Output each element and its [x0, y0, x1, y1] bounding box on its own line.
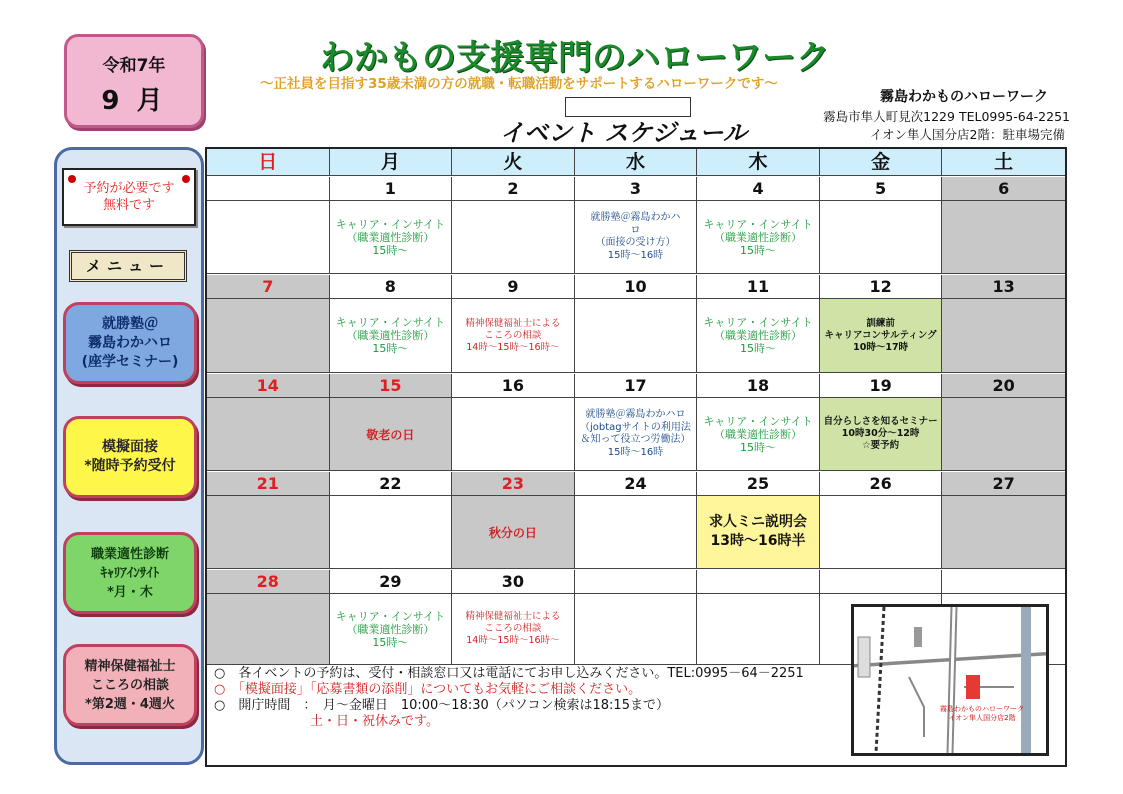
event-line: 10時～17時 — [853, 341, 909, 353]
event-line: キャリアコンサルティング — [824, 329, 937, 341]
day-number: 20 — [942, 374, 1065, 398]
day-number: 26 — [820, 472, 942, 496]
menu-item-line: ｷｬﾘｱｲﾝｻｲﾄ — [100, 565, 160, 581]
event-line: 14時～15時～16時～ — [466, 341, 560, 353]
event-line: 自分らしさを知るセミナー — [823, 416, 938, 427]
office-marker — [966, 675, 980, 699]
day-number: 2 — [452, 177, 574, 201]
week-row — [207, 177, 1065, 274]
day-cell[interactable] — [330, 374, 453, 470]
location-map[interactable] — [851, 604, 1049, 756]
event-line: ＆知って役立つ労働法） — [580, 434, 691, 445]
reservation-note — [62, 168, 196, 226]
day-cell[interactable] — [575, 570, 698, 664]
day-cell[interactable] — [942, 177, 1065, 273]
office-name: 霧島わかものハローワーク — [880, 89, 1048, 105]
info-line: ○ 各イベントの予約は、受付・相談窓口又は電話にてお申し込みください。TEL:0995－64－2251 — [214, 666, 804, 681]
week-row — [207, 472, 1065, 569]
event-line: 精神保健福祉士による — [465, 611, 561, 622]
menu-item-line: 霧島わかハロ — [88, 334, 172, 351]
day-cell[interactable] — [452, 275, 575, 372]
menu-item-line: 就勝塾＠ — [102, 315, 158, 332]
weekday-header — [207, 149, 1065, 176]
day-number: 3 — [575, 177, 697, 201]
day-cell[interactable] — [452, 570, 575, 664]
day-number — [697, 570, 819, 594]
event-line: 15時～ — [372, 635, 409, 649]
day-number: 19 — [820, 374, 942, 398]
day-cell[interactable] — [697, 374, 820, 470]
menu-item-aptitude[interactable] — [63, 532, 197, 614]
event-line: （面接の受け方） — [595, 237, 676, 248]
week-row — [207, 374, 1065, 471]
day-number — [207, 177, 329, 201]
event-line: 訓練前 — [866, 317, 895, 329]
day-number: 7 — [207, 275, 329, 299]
day-number: 1 — [330, 177, 452, 201]
info-notes — [214, 666, 854, 730]
event-career — [697, 299, 819, 372]
menu-label: メニュー — [69, 250, 187, 282]
day-number: 6 — [942, 177, 1065, 201]
event-kunren — [820, 299, 942, 372]
day-cell[interactable] — [820, 374, 943, 470]
event-line: （職業適性診断） — [346, 329, 435, 342]
event-line: （jobtagサイトの利用法 — [579, 421, 691, 433]
day-cell[interactable] — [942, 472, 1065, 568]
event-line: 求人ミニ説明会 — [709, 514, 808, 530]
map-graphic — [854, 607, 1046, 753]
menu-item-line: こころの相談 — [90, 677, 169, 693]
day-cell[interactable] — [207, 472, 330, 568]
weekday-thu: 木 — [697, 149, 820, 175]
event-line: キャリア・インサイト — [335, 316, 445, 329]
event-line: キャリア・インサイト — [703, 316, 813, 329]
sidebar — [54, 147, 204, 765]
event-kokoro — [452, 594, 574, 664]
day-number — [575, 570, 697, 594]
menu-item-shukatsu[interactable] — [63, 302, 197, 384]
menu-item-line: 職業適性診断 — [90, 546, 169, 562]
event-career — [330, 299, 452, 372]
event-kokoro — [452, 299, 574, 372]
event-line: 15時～16時 — [607, 446, 664, 458]
pin-icon — [182, 175, 190, 183]
office-location: イオン隼人国分店2階：駐車場完備 — [869, 127, 1065, 142]
day-cell[interactable] — [697, 570, 820, 664]
event-line: キャリア・インサイト — [335, 217, 445, 231]
holiday-label: 敬老の日 — [330, 398, 452, 470]
day-cell[interactable] — [207, 374, 330, 470]
day-number: 29 — [330, 570, 452, 594]
event-line: ☆要予約 — [862, 440, 900, 451]
event-line: 13時～16時半 — [710, 533, 806, 549]
event-line: キャリア・インサイト — [335, 609, 445, 623]
day-number: 27 — [942, 472, 1065, 496]
event-shukatsu — [575, 398, 697, 470]
event-line: 14時～15時～16時～ — [466, 635, 560, 646]
weekday-mon: 月 — [330, 149, 453, 175]
day-number: 16 — [452, 374, 574, 398]
day-number: 12 — [820, 275, 942, 299]
day-number: 17 — [575, 374, 697, 398]
day-cell[interactable] — [452, 374, 575, 470]
day-cell[interactable] — [942, 374, 1065, 470]
menu-item-line: *第2週・4週火 — [85, 696, 175, 712]
event-career — [330, 594, 452, 664]
note-line: 予約が必要です — [83, 181, 175, 196]
event-line: キャリア・インサイト — [703, 414, 813, 428]
day-cell[interactable] — [575, 472, 698, 568]
day-cell[interactable] — [575, 275, 698, 372]
month-badge — [64, 34, 204, 128]
day-cell[interactable] — [452, 472, 575, 568]
menu-item-line: *随時予約受付 — [84, 458, 176, 474]
day-number — [820, 570, 942, 594]
holiday-label: 秋分の日 — [452, 496, 574, 568]
day-number — [942, 570, 1065, 594]
event-line: 15時～ — [740, 342, 777, 355]
menu-item-mock-interview[interactable] — [63, 416, 197, 498]
event-line: （職業適性診断） — [714, 329, 803, 342]
day-cell[interactable] — [820, 275, 943, 372]
day-cell[interactable] — [207, 570, 330, 664]
day-number: 30 — [452, 570, 574, 594]
menu-item-line: (座学セミナー) — [81, 353, 179, 370]
menu-item-counseling[interactable] — [63, 644, 197, 726]
weekday-sat: 土 — [994, 151, 1014, 173]
event-line: （職業適性診断） — [714, 230, 803, 244]
info-line: ○ 「模擬面接」「応募書類の添削」についてもお気軽にご相談ください。 — [214, 682, 642, 697]
info-line: ○ 開庁時間 ： 月～金曜日 10:00～18:30（パソコン検索は18:15まで） — [214, 698, 669, 713]
day-cell[interactable] — [942, 275, 1065, 372]
event-line: 10時30分～12時 — [841, 428, 920, 439]
year-label: 令和7年 — [102, 56, 166, 76]
day-cell[interactable] — [575, 177, 698, 273]
weekday-tue: 火 — [452, 149, 575, 175]
map-label-store: イオン隼人国分店2階 — [948, 714, 1016, 722]
day-cell[interactable] — [452, 177, 575, 273]
weekday-fri: 金 — [820, 149, 943, 175]
event-career — [330, 201, 452, 273]
day-number: 11 — [697, 275, 819, 299]
event-line: （職業適性診断） — [346, 622, 435, 636]
event-career — [697, 398, 819, 470]
office-address: 霧島市隼人町見次1229 TEL0995-64-2251 — [823, 109, 1070, 124]
day-number: 18 — [697, 374, 819, 398]
weekday-wed: 水 — [575, 149, 698, 175]
event-line: 精神保健福祉士による — [465, 317, 561, 329]
event-line: こころの相談 — [484, 329, 542, 341]
day-cell[interactable] — [697, 472, 820, 568]
day-cell[interactable] — [330, 570, 453, 664]
day-cell[interactable] — [575, 374, 698, 470]
weekday-sun: 日 — [207, 149, 330, 175]
month-label: 9 月 — [101, 86, 167, 116]
day-number: 10 — [575, 275, 697, 299]
menu-item-line: *月・木 — [107, 584, 153, 600]
event-line: 15時～16時 — [607, 249, 664, 261]
day-cell[interactable] — [330, 275, 453, 372]
day-number: 28 — [207, 570, 329, 594]
schedule-title: イベント スケジュール — [500, 119, 747, 147]
day-number: 8 — [330, 275, 452, 299]
event-line: ロ — [630, 224, 641, 236]
day-number: 5 — [820, 177, 942, 201]
day-number: 22 — [330, 472, 452, 496]
event-line: こころの相談 — [484, 623, 542, 634]
pin-icon — [68, 175, 76, 183]
event-line: 15時～ — [740, 440, 777, 454]
event-career — [697, 201, 819, 273]
week-row — [207, 275, 1065, 373]
map-label-office: 霧島わかものハローワーク — [940, 705, 1024, 713]
event-line: 15時～ — [372, 342, 409, 355]
event-line: （職業適性診断） — [346, 230, 435, 244]
event-line: 就勝塾＠霧島わかハ — [590, 212, 681, 223]
note-line: 無料です — [102, 198, 155, 213]
menu-item-line: 精神保健福祉士 — [84, 658, 176, 674]
info-line: 土・日・祝休みです。 — [310, 714, 439, 729]
day-number: 13 — [942, 275, 1065, 299]
day-cell[interactable] — [820, 177, 943, 273]
event-line: 15時～ — [372, 243, 409, 257]
event-line: （職業適性診断） — [714, 427, 803, 441]
event-seminar — [820, 398, 942, 470]
day-cell[interactable] — [697, 177, 820, 273]
day-number: 15 — [330, 374, 452, 398]
day-number: 14 — [207, 374, 329, 398]
day-number: 4 — [697, 177, 819, 201]
day-number: 25 — [697, 472, 819, 496]
day-cell[interactable] — [330, 472, 453, 568]
event-line: キャリア・インサイト — [703, 217, 813, 231]
day-number: 24 — [575, 472, 697, 496]
event-shukatsu — [575, 201, 697, 273]
day-number: 23 — [452, 472, 574, 496]
day-cell[interactable] — [330, 177, 453, 273]
day-number: 9 — [452, 275, 574, 299]
day-cell[interactable] — [697, 275, 820, 372]
page-title: わかもの支援専門のハローワーク — [320, 38, 830, 78]
event-mini-briefing — [697, 496, 819, 568]
event-line: 就勝塾＠霧島わかハロ — [585, 409, 686, 420]
map-label — [922, 705, 1042, 723]
day-cell[interactable] — [207, 275, 330, 372]
day-cell[interactable] — [820, 472, 943, 568]
day-cell[interactable] — [207, 177, 330, 273]
menu-item-line: 模擬面接 — [102, 439, 158, 455]
page-subtitle: ～正社員を目指す35歳未満の方の就職・転職活動をサポートするハローワークです～ — [260, 76, 778, 92]
day-number: 21 — [207, 472, 329, 496]
event-line: 15時～ — [740, 243, 777, 257]
